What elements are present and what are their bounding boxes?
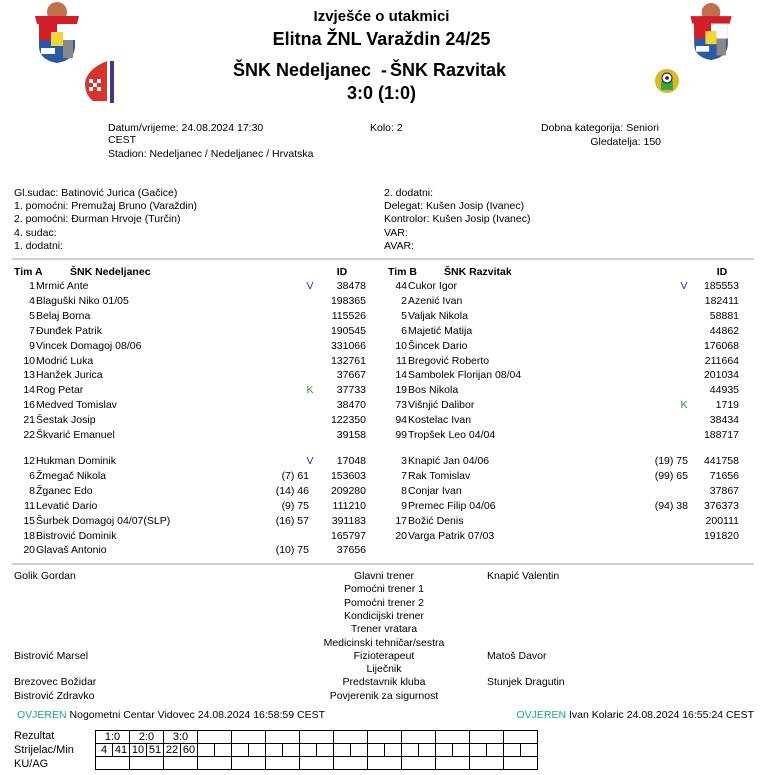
player-number: 18 [23, 529, 35, 542]
official-entry: Gl.sudac: Batinović Jurica (Gačice) [14, 187, 178, 199]
player-name: Tropšek Leo 04/04 [408, 429, 496, 441]
player-id: 39158 [336, 429, 366, 441]
player-number: 10 [23, 354, 35, 367]
scorer-cell [334, 744, 368, 757]
score-table [95, 730, 538, 770]
player-name: Levatić Dario [36, 499, 98, 512]
player-id: 153603 [330, 469, 366, 482]
player-number: 2 [401, 294, 407, 307]
spectators: Gledatelja: 150 [590, 136, 661, 148]
scorer-minute-pair [402, 744, 435, 756]
player-id: 191820 [703, 529, 739, 542]
scorer-number [334, 744, 350, 756]
staff-away: Stunjek Dragutin [487, 676, 565, 689]
player-name: Conjar Ivan [408, 484, 462, 497]
scorer-minute-pair [266, 744, 299, 756]
player-number: 9 [29, 339, 35, 352]
official-entry: 1. pomoćni: Premužaj Bruno (Varaždin) [14, 200, 198, 213]
player-row [0, 543, 763, 558]
player-name: Rak Tomislav [408, 469, 471, 482]
official-entry: 4. sudac: [14, 226, 57, 239]
player-id: 71656 [709, 469, 739, 482]
divider [12, 258, 754, 260]
player-row [0, 339, 763, 354]
player-id: 37667 [336, 369, 366, 382]
player-id: 37733 [336, 384, 366, 397]
score-row-label: KU/AG [14, 758, 49, 770]
player-number: 7 [401, 469, 407, 482]
player-number: 9 [401, 499, 407, 512]
player-number: 11 [24, 499, 35, 512]
player-number: 8 [401, 484, 407, 497]
scorer-cell [504, 744, 538, 757]
player-name: Hanžek Jurica [36, 369, 103, 382]
player-row [0, 428, 763, 443]
goalkeeper-mark: V [306, 455, 314, 467]
player-name: Žmegač Nikola [36, 469, 107, 482]
player-name: Varga Patrik 07/03 [408, 529, 495, 542]
goalkeeper-mark: V [680, 280, 688, 292]
ku-ag-cell [300, 757, 334, 770]
goal-minute [282, 744, 299, 756]
player-id: 44862 [709, 324, 739, 337]
staff-role: Predstavnik kluba [342, 676, 426, 689]
staff-role: Fizioterapeut [353, 649, 415, 662]
result-cell [436, 731, 470, 744]
goal-minute [350, 744, 367, 756]
substitution-info: (9) 75 [281, 499, 309, 512]
player-id: 38478 [336, 280, 366, 292]
scorer-cell [368, 744, 402, 757]
player-row [0, 354, 763, 369]
player-id: 441758 [703, 455, 739, 467]
captain-mark: K [680, 399, 688, 412]
staff-role: Liječnik [366, 663, 402, 676]
scorer-minute-pair [368, 744, 401, 756]
scorer-number: 4 [100, 744, 108, 756]
scorer-number [266, 744, 282, 756]
player-number: 14 [23, 384, 35, 397]
scorer-cell [130, 744, 164, 757]
player-id: 111210 [332, 499, 366, 512]
scorer-minute-pair [198, 744, 231, 756]
scorer-minute-pair [300, 744, 333, 756]
home-team-name: ŠNK Nedeljanec [233, 60, 372, 80]
official-entry: Delegat: Kušen Josip (Ivanec) [384, 200, 525, 213]
result-cell [334, 731, 368, 744]
staff-away: Matoš Davor [487, 649, 547, 662]
player-number: 94 [395, 414, 407, 427]
player-row [0, 484, 763, 499]
staff-role: Pomoćni trener 2 [344, 596, 424, 609]
ku-ag-row [96, 757, 538, 770]
player-number: 11 [396, 354, 407, 367]
substitution-info: (7) 61 [281, 469, 309, 482]
player-number: 20 [23, 544, 35, 557]
player-row [0, 398, 763, 413]
staff-home: Bistrović Zdravko [14, 689, 95, 702]
scorer-minute-pair [334, 744, 367, 756]
goal-minute: 51 [146, 744, 163, 756]
player-number: 16 [23, 399, 35, 412]
player-name: Bistrović Dominik [36, 529, 117, 542]
match-score: 3:0 (1:0) [346, 83, 417, 103]
substitution-info: (14) 46 [275, 484, 309, 497]
ku-ag-cell [164, 757, 198, 770]
player-id: 198365 [330, 294, 366, 307]
match-stadium: Stadion: Nedeljanec / Nedeljanec / Hrvatska [108, 148, 314, 160]
scorer-minute-pair [130, 744, 163, 756]
player-number: 6 [401, 324, 407, 337]
player-id: 115526 [331, 309, 366, 322]
staff-role: Medicinski tehničar/sestra [323, 636, 445, 649]
official-entry: VAR: [384, 226, 408, 239]
player-row [0, 324, 763, 339]
verification-details: Nogometni Centar Vidovec 24.08.2024 16:58:59 CEST [69, 709, 325, 721]
match-datetime: Datum/vrijeme: 24.08.2024 17:30 [108, 122, 264, 134]
goal-minute: 60 [180, 744, 197, 756]
result-cell [266, 731, 300, 744]
player-name: Valjak Nikola [408, 309, 468, 322]
player-name: Bos Nikola [408, 384, 459, 397]
scorer-cell [402, 744, 436, 757]
player-name: Rog Petar [36, 384, 84, 397]
result-row [96, 731, 538, 744]
scorer-number: 22 [165, 744, 179, 756]
scorer-cell [96, 744, 130, 757]
player-name: Đunđek Patrik [36, 324, 102, 337]
age-category: Dobna kategorija: Seniori [541, 122, 659, 134]
goal-minute [248, 744, 265, 756]
scorer-cell [436, 744, 470, 757]
player-name: Bregović Roberto [408, 354, 490, 367]
player-id: 165797 [330, 529, 366, 542]
scorer-number [368, 744, 384, 756]
player-id: 188717 [703, 429, 739, 441]
player-id: 132761 [330, 354, 366, 367]
player-name: Majetić Matija [408, 324, 473, 337]
scorer-row [96, 744, 538, 757]
staff-away: Knapić Valentin [487, 570, 560, 582]
player-name: Šestak Josip [36, 414, 96, 427]
player-row [0, 413, 763, 428]
result-cell [232, 731, 266, 744]
scorer-number [470, 744, 486, 756]
player-number: 44 [395, 280, 407, 292]
staff-home: Golik Gordan [14, 570, 76, 582]
ku-ag-cell [266, 757, 300, 770]
player-id: 37656 [336, 544, 366, 557]
player-number: 1 [29, 280, 35, 292]
ku-ag-cell [96, 757, 130, 770]
score-row-label: Rezultat [14, 730, 55, 742]
goalkeeper-mark: V [306, 280, 314, 292]
scorer-number [232, 744, 248, 756]
player-name: Knapić Jan 04/06 [408, 455, 490, 467]
scorer-number [300, 744, 316, 756]
staff-role: Povjerenik za sigurnost [329, 689, 439, 702]
scorer-cell [470, 744, 504, 757]
player-number: 21 [23, 414, 35, 427]
player-number: 13 [23, 369, 35, 382]
away-verification [400, 708, 754, 723]
player-name: Šincek Dario [408, 339, 468, 352]
player-row [0, 514, 763, 529]
match-round: Kolo: 2 [370, 122, 403, 134]
substitution-info: (10) 75 [275, 544, 309, 557]
away-team-name: ŠNK Razvitak [390, 60, 507, 80]
staff-role: Glavni trener [353, 570, 415, 582]
player-id: 376373 [703, 499, 739, 512]
goal-minute [520, 744, 537, 756]
substitution-info: (99) 65 [654, 469, 688, 482]
player-name: Škvarić Emanuel [36, 429, 115, 441]
scorer-cell [198, 744, 232, 757]
player-id: 17048 [336, 455, 366, 467]
ku-ag-cell [198, 757, 232, 770]
ku-ag-cell [402, 757, 436, 770]
substitution-info: (94) 38 [654, 499, 688, 512]
ku-ag-cell [334, 757, 368, 770]
player-name: Vincek Domagoj 08/06 [36, 339, 142, 352]
substitution-info: (16) 57 [275, 514, 309, 527]
team-a-id-header: ID [336, 266, 348, 278]
ku-ag-cell [232, 757, 266, 770]
player-name: Božić Denis [408, 514, 464, 527]
player-row [0, 383, 763, 398]
verified-status: OVJEREN [516, 709, 567, 721]
player-id: 209280 [330, 484, 366, 497]
player-number: 3 [401, 455, 407, 467]
player-id: 1719 [715, 399, 739, 412]
player-name: Sambolek Florijan 08/04 [408, 369, 522, 382]
ku-ag-cell [130, 757, 164, 770]
player-row [0, 294, 763, 309]
goal-minute [384, 744, 401, 756]
match-timezone: CEST [108, 134, 137, 146]
player-name: Hukman Dominik [36, 455, 116, 467]
scorer-minute-pair [164, 744, 197, 756]
goal-minute [452, 744, 469, 756]
goal-minute [418, 744, 435, 756]
scorer-number [504, 744, 520, 756]
scorer-cell [266, 744, 300, 757]
player-id: 176068 [703, 339, 739, 352]
divider [12, 563, 754, 565]
player-name: Blaguški Niko 01/05 [36, 294, 129, 307]
result-cell [504, 731, 538, 744]
player-number: 10 [395, 339, 407, 352]
official-entry: 2. dodatni: [384, 187, 434, 199]
player-row [0, 279, 763, 294]
player-id: 190545 [330, 324, 366, 337]
player-number: 4 [29, 294, 35, 307]
team-a-label: Tim A [14, 266, 43, 278]
player-name: Belaj Borna [36, 309, 91, 322]
player-name: Medved Tomislav [36, 399, 117, 412]
result-cell [402, 731, 436, 744]
official-entry: AVAR: [384, 239, 414, 252]
goal-minute [486, 744, 503, 756]
result-cell [300, 731, 334, 744]
player-id: 38470 [336, 399, 366, 412]
player-number: 7 [29, 324, 35, 337]
player-id: 58881 [709, 309, 739, 322]
scorer-minute-pair [436, 744, 469, 756]
player-row [0, 469, 763, 484]
scorer-minute-pair [470, 744, 503, 756]
result-cell [368, 731, 402, 744]
player-id: 331066 [330, 339, 366, 352]
team-b-label: Tim B [388, 266, 417, 278]
player-row [0, 499, 763, 514]
match-title [233, 60, 533, 82]
player-number: 14 [395, 369, 407, 382]
goal-minute [214, 744, 231, 756]
team-a-name: ŠNK Nedeljanec [70, 266, 151, 278]
verified-status: OVJEREN [17, 709, 67, 721]
player-name: Mrmić Ante [36, 280, 89, 292]
player-name: Kostelac Ivan [408, 414, 472, 427]
result-cell: 3:0 [164, 731, 198, 744]
result-cell: 2:0 [130, 731, 164, 744]
home-verification [17, 708, 325, 723]
player-id: 211664 [704, 354, 739, 367]
official-entry: Kontrolor: Kušen Josip (Ivanec) [384, 213, 531, 226]
player-number: 6 [29, 469, 35, 482]
staff-home: Brezovec Božidar [14, 676, 97, 689]
player-id: 122350 [330, 414, 366, 427]
player-row [0, 309, 763, 324]
ku-ag-cell [470, 757, 504, 770]
ku-ag-cell [436, 757, 470, 770]
scorer-cell [164, 744, 198, 757]
player-name: Glavaš Antonio [36, 544, 107, 557]
goal-minute [316, 744, 333, 756]
player-name: Višnjić Dalibor [408, 399, 475, 412]
result-cell: 1:0 [96, 731, 130, 744]
staff-role: Kondicijski trener [344, 609, 424, 622]
ku-ag-cell [368, 757, 402, 770]
player-number: 17 [395, 514, 407, 527]
official-entry: 2. pomoćni: Đurman Hrvoje (Turčin) [14, 213, 181, 226]
captain-mark: K [306, 384, 314, 397]
player-row [0, 454, 763, 469]
result-cell [198, 731, 232, 744]
player-id: 201034 [703, 369, 739, 382]
verification-details: Ivan Kolaric 24.08.2024 16:55:24 CEST [568, 709, 754, 721]
player-id: 200111 [705, 514, 739, 527]
scorer-minute-pair [96, 744, 129, 756]
player-name: Azenić Ivan [408, 294, 463, 307]
player-number: 22 [23, 429, 35, 441]
competition-title: Elitna ŽNL Varaždin 24/25 [272, 29, 491, 49]
player-id: 185553 [703, 280, 739, 292]
team-b-id-header: ID [716, 266, 728, 278]
player-id: 37867 [709, 484, 739, 497]
player-row [0, 368, 763, 383]
scorer-cell [300, 744, 334, 757]
player-name: Cukor Igor [408, 280, 458, 292]
scorer-number [436, 744, 452, 756]
substitution-info: (19) 75 [654, 455, 688, 467]
player-id: 44935 [709, 384, 739, 397]
score-row-label: Strijelac/Min [14, 744, 74, 756]
player-number: 19 [395, 384, 407, 397]
player-name: Žganec Edo [36, 484, 93, 497]
player-name: Premec Filip 04/06 [408, 499, 496, 512]
official-entry: 1. dodatni: [14, 239, 64, 252]
goal-minute: 41 [112, 744, 129, 756]
scorer-number: 10 [131, 744, 145, 756]
team-separator: - [381, 60, 387, 80]
scorer-number [198, 744, 214, 756]
player-name: Šurbek Domagoj 04/07(SLP) [36, 514, 171, 527]
scorer-cell [232, 744, 266, 757]
player-number: 20 [395, 529, 407, 542]
player-number: 8 [29, 484, 35, 497]
report-title: Izvješće o utakmici [313, 8, 450, 25]
result-cell [470, 731, 504, 744]
staff-home: Bistrović Marsel [14, 649, 89, 662]
player-name: Modrić Luka [36, 354, 94, 367]
staff-role: Pomoćni trener 1 [344, 583, 424, 596]
team-b-name: ŠNK Razvitak [444, 266, 512, 278]
player-number: 5 [29, 309, 35, 322]
player-number: 73 [395, 399, 407, 412]
player-id: 391183 [331, 514, 366, 527]
player-id: 182411 [704, 294, 739, 307]
player-id: 38434 [709, 414, 739, 427]
player-number: 99 [395, 429, 407, 441]
scorer-minute-pair [504, 744, 537, 756]
staff-role: Trener vratara [350, 623, 418, 636]
player-number: 5 [401, 309, 407, 322]
player-number: 15 [23, 514, 35, 527]
player-row [0, 529, 763, 544]
ku-ag-cell [504, 757, 538, 770]
player-number: 12 [23, 455, 35, 467]
scorer-number [402, 744, 418, 756]
scorer-minute-pair [232, 744, 265, 756]
